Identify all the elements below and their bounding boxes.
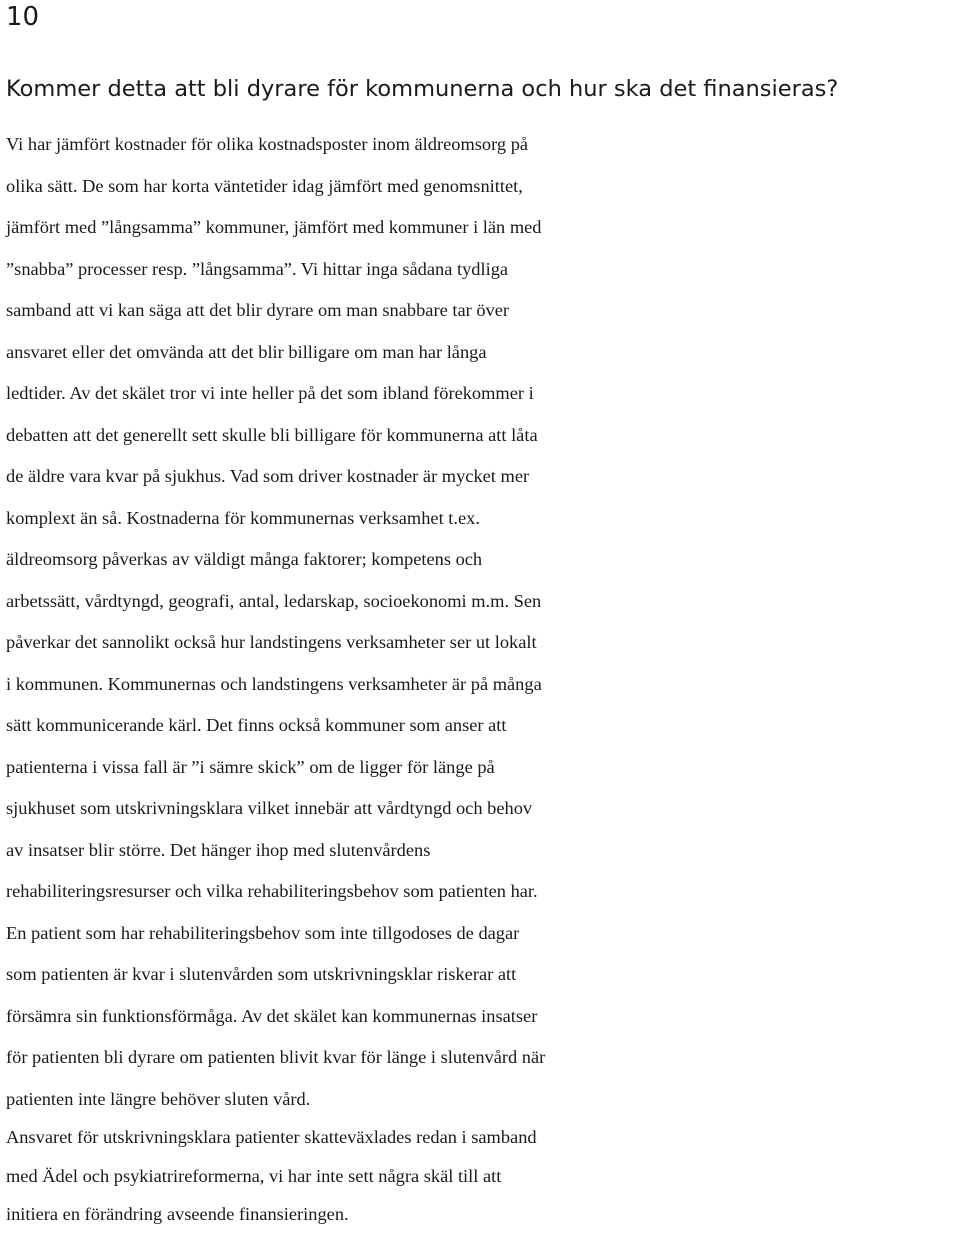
text-line: ”snabba” processer resp. ”långsamma”. Vi hittar inga sådana tydliga	[6, 258, 509, 279]
text-line: för patienten bli dyrare om patienten blivit kvar för länge i slutenvård när	[6, 1047, 546, 1067]
text-line: samband att vi kan säga att det blir dyrare om man snabbare tar över	[6, 300, 510, 320]
text-line: Vi har jämfört kostnader för olika kostnadsposter inom äldreomsorg på	[6, 134, 529, 154]
text-line: sjukhuset som utskrivningsklara vilket innebär att vårdtyngd och behov	[6, 798, 533, 818]
text-line: arbetssätt, vårdtyngd, geografi, antal, ledarskap, socioekonomi m.m. Sen	[6, 590, 542, 611]
text-line: med Ädel och psykiatrireformerna, vi har inte sett några skäl till att	[6, 1165, 502, 1186]
page-number: 10	[6, 2, 40, 32]
text-line: ansvaret eller det omvända att det blir billigare om man har långa	[6, 341, 487, 362]
text-line: initiera en förändring avseende finansieringen.	[6, 1204, 349, 1224]
text-line: försämra sin funktionsförmåga. Av det skälet kan kommunernas insatser	[6, 1005, 538, 1026]
text-line: patienten inte längre behöver sluten vård.	[6, 1088, 311, 1109]
text-line: i kommunen. Kommunernas och landstingens verksamheter är på många	[6, 673, 542, 694]
text-line: Ansvaret för utskrivningsklara patienter skatteväxlades redan i samband	[6, 1127, 537, 1147]
text-line: komplext än så. Kostnaderna för kommunernas verksamhet t.ex.	[6, 507, 480, 528]
text-line: äldreomsorg påverkas av väldigt många faktorer; kompetens och	[6, 549, 483, 569]
text-line: olika sätt. De som har korta väntetider idag jämfört med genomsnittet,	[6, 175, 523, 196]
section-heading: Kommer detta att bli dyrare för kommunerna och hur ska det finansieras?	[6, 76, 839, 102]
text-line: som patienten är kvar i slutenvården som utskrivningsklar riskerar att	[6, 964, 517, 984]
text-line: debatten att det generellt sett skulle bli billigare för kommunerna att låta	[6, 424, 538, 445]
text-line: En patient som har rehabiliteringsbehov som inte tillgodoses de dagar	[6, 922, 520, 943]
text-line: patienterna i vissa fall är ”i sämre skick” om de ligger för länge på	[6, 756, 495, 777]
paragraph-2	[6, 1118, 958, 1234]
text-line: jämfört med ”långsamma” kommuner, jämfört med kommuner i län med	[6, 217, 542, 237]
text-line: de äldre vara kvar på sjukhus. Vad som driver kostnader är mycket mer	[6, 466, 530, 486]
text-line: av insatser blir större. Det hänger ihop med slutenvårdens	[6, 839, 431, 860]
text-line: påverkar det sannolikt också hur landstingens verksamheter ser ut lokalt	[6, 632, 537, 652]
text-line: rehabiliteringsresurser och vilka rehabiliteringsbehov som patienten har.	[6, 881, 538, 901]
paragraph-1	[6, 124, 958, 1120]
body-text	[6, 124, 958, 1234]
text-line: ledtider. Av det skälet tror vi inte heller på det som ibland förekommer i	[6, 383, 534, 403]
text-line: sätt kommunicerande kärl. Det finns också kommuner som anser att	[6, 715, 507, 735]
